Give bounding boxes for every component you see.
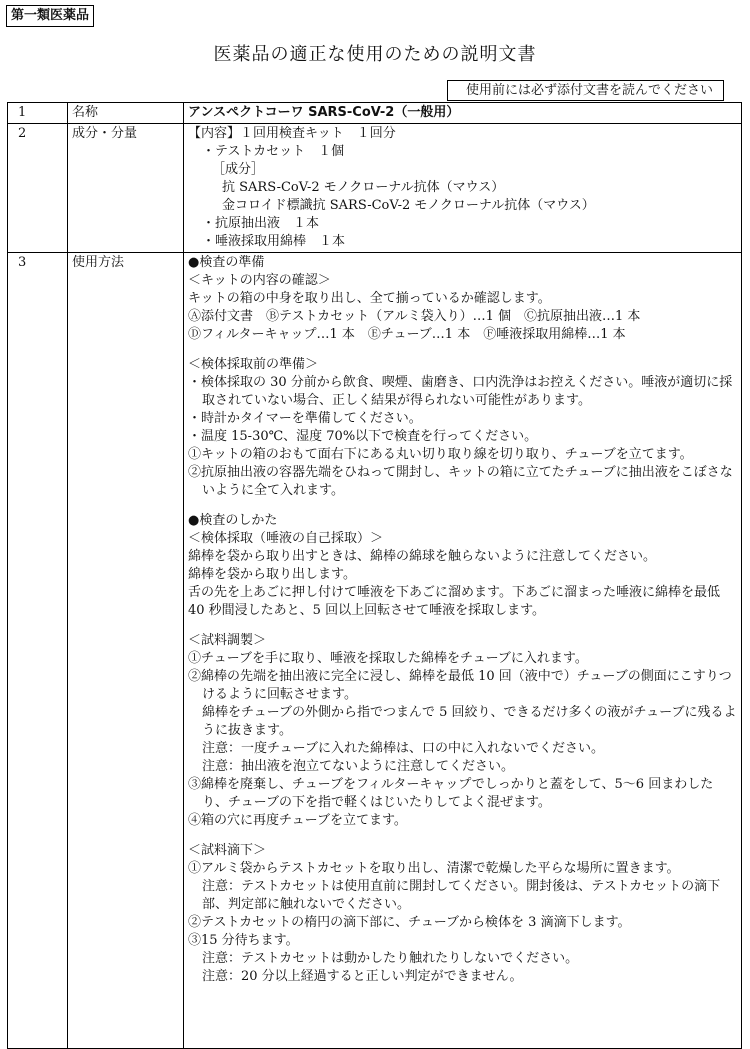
text-line: Ⓓフィルターキャップ…1 本 Ⓔチューブ…1 本 Ⓕ唾液採取用綿棒…1 本 <box>188 327 626 342</box>
caution-line: 注意：抽出液を泡立てないように注意してください。 <box>202 759 515 774</box>
text-item: ・時計かタイマーを準備してください。 <box>188 411 422 426</box>
row-label: 成分・分量 <box>68 124 184 253</box>
text-item: ①アルミ袋からテストカセットを取り出し、清潔で乾燥した平らな場所に置きます。 <box>188 861 680 876</box>
row-number: 2 <box>8 124 68 253</box>
table-row-usage <box>8 253 742 1049</box>
swab-line: ・唾液採取用綿棒 １本 <box>202 234 346 249</box>
section-heading: ●検査の準備 <box>188 255 265 270</box>
text-item: ③15 分待ちます。 <box>188 933 299 948</box>
text-item: ①キットの箱のおもて面右下にある丸い切り取り線を切り取り、チューブを立てます。 <box>188 447 693 462</box>
extraction-liquid-line: ・抗原抽出液 １本 <box>202 216 320 231</box>
antibody-line: 抗 SARS-CoV-2 モノクローナル抗体（マウス） <box>222 180 505 195</box>
sub-heading: ＜試料調製＞ <box>188 633 267 648</box>
row-number: 1 <box>8 103 68 124</box>
caution-line: 注意：テストカセットは動かしたり触れたりしないでください。 <box>202 951 579 966</box>
gold-antibody-line: 金コロイド標識抗 SARS-CoV-2 モノクローナル抗体（マウス） <box>222 198 595 213</box>
text-line: 綿棒を袋から取り出すときは、綿棒の綿球を触らないように注意してください。 <box>188 549 657 564</box>
text-item: ④箱の穴に再度チューブを立てます。 <box>188 813 407 828</box>
sub-heading: ＜検体採取（唾液の自己採取）＞ <box>188 531 384 546</box>
test-cassette-line: ・テストカセット １個 <box>202 144 345 159</box>
product-name-text: アンスペクトコーワ SARS-CoV-2（一般用） <box>188 105 460 120</box>
text-item: ・温度 15-30℃、湿度 70%以下で検査を行ってください。 <box>188 429 538 444</box>
row-label: 使用方法 <box>68 253 184 1049</box>
info-table <box>7 102 742 1049</box>
sub-heading: ＜検体採取前の準備＞ <box>188 357 319 372</box>
text-item: ・検体採取の 30 分前から飲食、喫煙、歯磨き、口内洗浄はお控えください。唾液が適切に採取されていない場合、正しく結果が得られない可能性があります。 <box>188 375 733 408</box>
text-line: キットの箱の中身を取り出し、全て揃っているか確認します。 <box>188 291 551 306</box>
usage-cell <box>184 253 742 1049</box>
table-row-ingredients <box>8 124 742 253</box>
text-item: ②抗原抽出液の容器先端をひねって開封し、キットの箱に立てたチューブに抽出液をこぼさないように全て入れます。 <box>188 465 733 498</box>
text-line: 綿棒を袋から取り出します。 <box>188 567 356 582</box>
text-item: ①チューブを手に取り、唾液を採取した綿棒をチューブに入れます。 <box>188 651 588 666</box>
caution-line: 注意：20 分以上経過すると正しい判定ができません。 <box>202 969 523 984</box>
text-line: Ⓐ添付文書 Ⓑテストカセット（アルミ袋入り）…1 個 Ⓒ抗原抽出液…1 本 <box>188 309 641 324</box>
text-item: 綿棒をチューブの外側から指でつまんで 5 回絞り、できるだけ多くの液がチューブに残るように抜きます。 <box>202 705 737 738</box>
contents-line: 【内容】１回用検査キット １回分 <box>188 126 396 141</box>
text-item: ②綿棒の先端を抽出液に完全に浸し、綿棒を最低 10 回（液中で）チューブの側面にこすりつけるように回転させます。 <box>188 669 732 702</box>
caution-line: 注意：一度チューブに入れた綿棒は、口の中に入れないでください。 <box>202 741 604 756</box>
text-item: ②テストカセットの楕円の滴下部に、チューブから検体を 3 滴滴下します。 <box>188 915 631 930</box>
sub-heading: ＜試料滴下＞ <box>188 843 267 858</box>
component-heading: ［成分］ <box>212 162 265 177</box>
table-row-name <box>8 103 742 124</box>
section-heading: ●検査のしかた <box>188 513 278 528</box>
page-title: 医薬品の適正な使用のための説明文書 <box>213 44 537 65</box>
read-insert-notice: 使用前には必ず添付文書を読んでください <box>447 80 724 101</box>
row-number: 3 <box>8 253 68 1049</box>
ingredients-cell <box>184 124 742 253</box>
drug-class-badge: 第一類医薬品 <box>6 5 94 27</box>
caution-line: 注意：テストカセットは使用直前に開封してください。開封後は、テストカセットの滴下部、判定部に触れないでください。 <box>202 879 721 912</box>
sub-heading: ＜キットの内容の確認＞ <box>188 273 331 288</box>
product-name <box>184 103 742 124</box>
text-line: 舌の先を上あごに押し付けて唾液を下あごに溜めます。下あごに溜まった唾液に綿棒を最低 40 秒間浸したあと、5 回以上回転させて唾液を採取します。 <box>188 585 720 618</box>
row-label: 名称 <box>68 103 184 124</box>
text-item: ③綿棒を廃棄し、チューブをフィルターキャップでしっかりと蓋をして、5～6 回まわしたり、チューブの下を指で軽くはじいたりしてよく混ぜます。 <box>188 777 714 810</box>
